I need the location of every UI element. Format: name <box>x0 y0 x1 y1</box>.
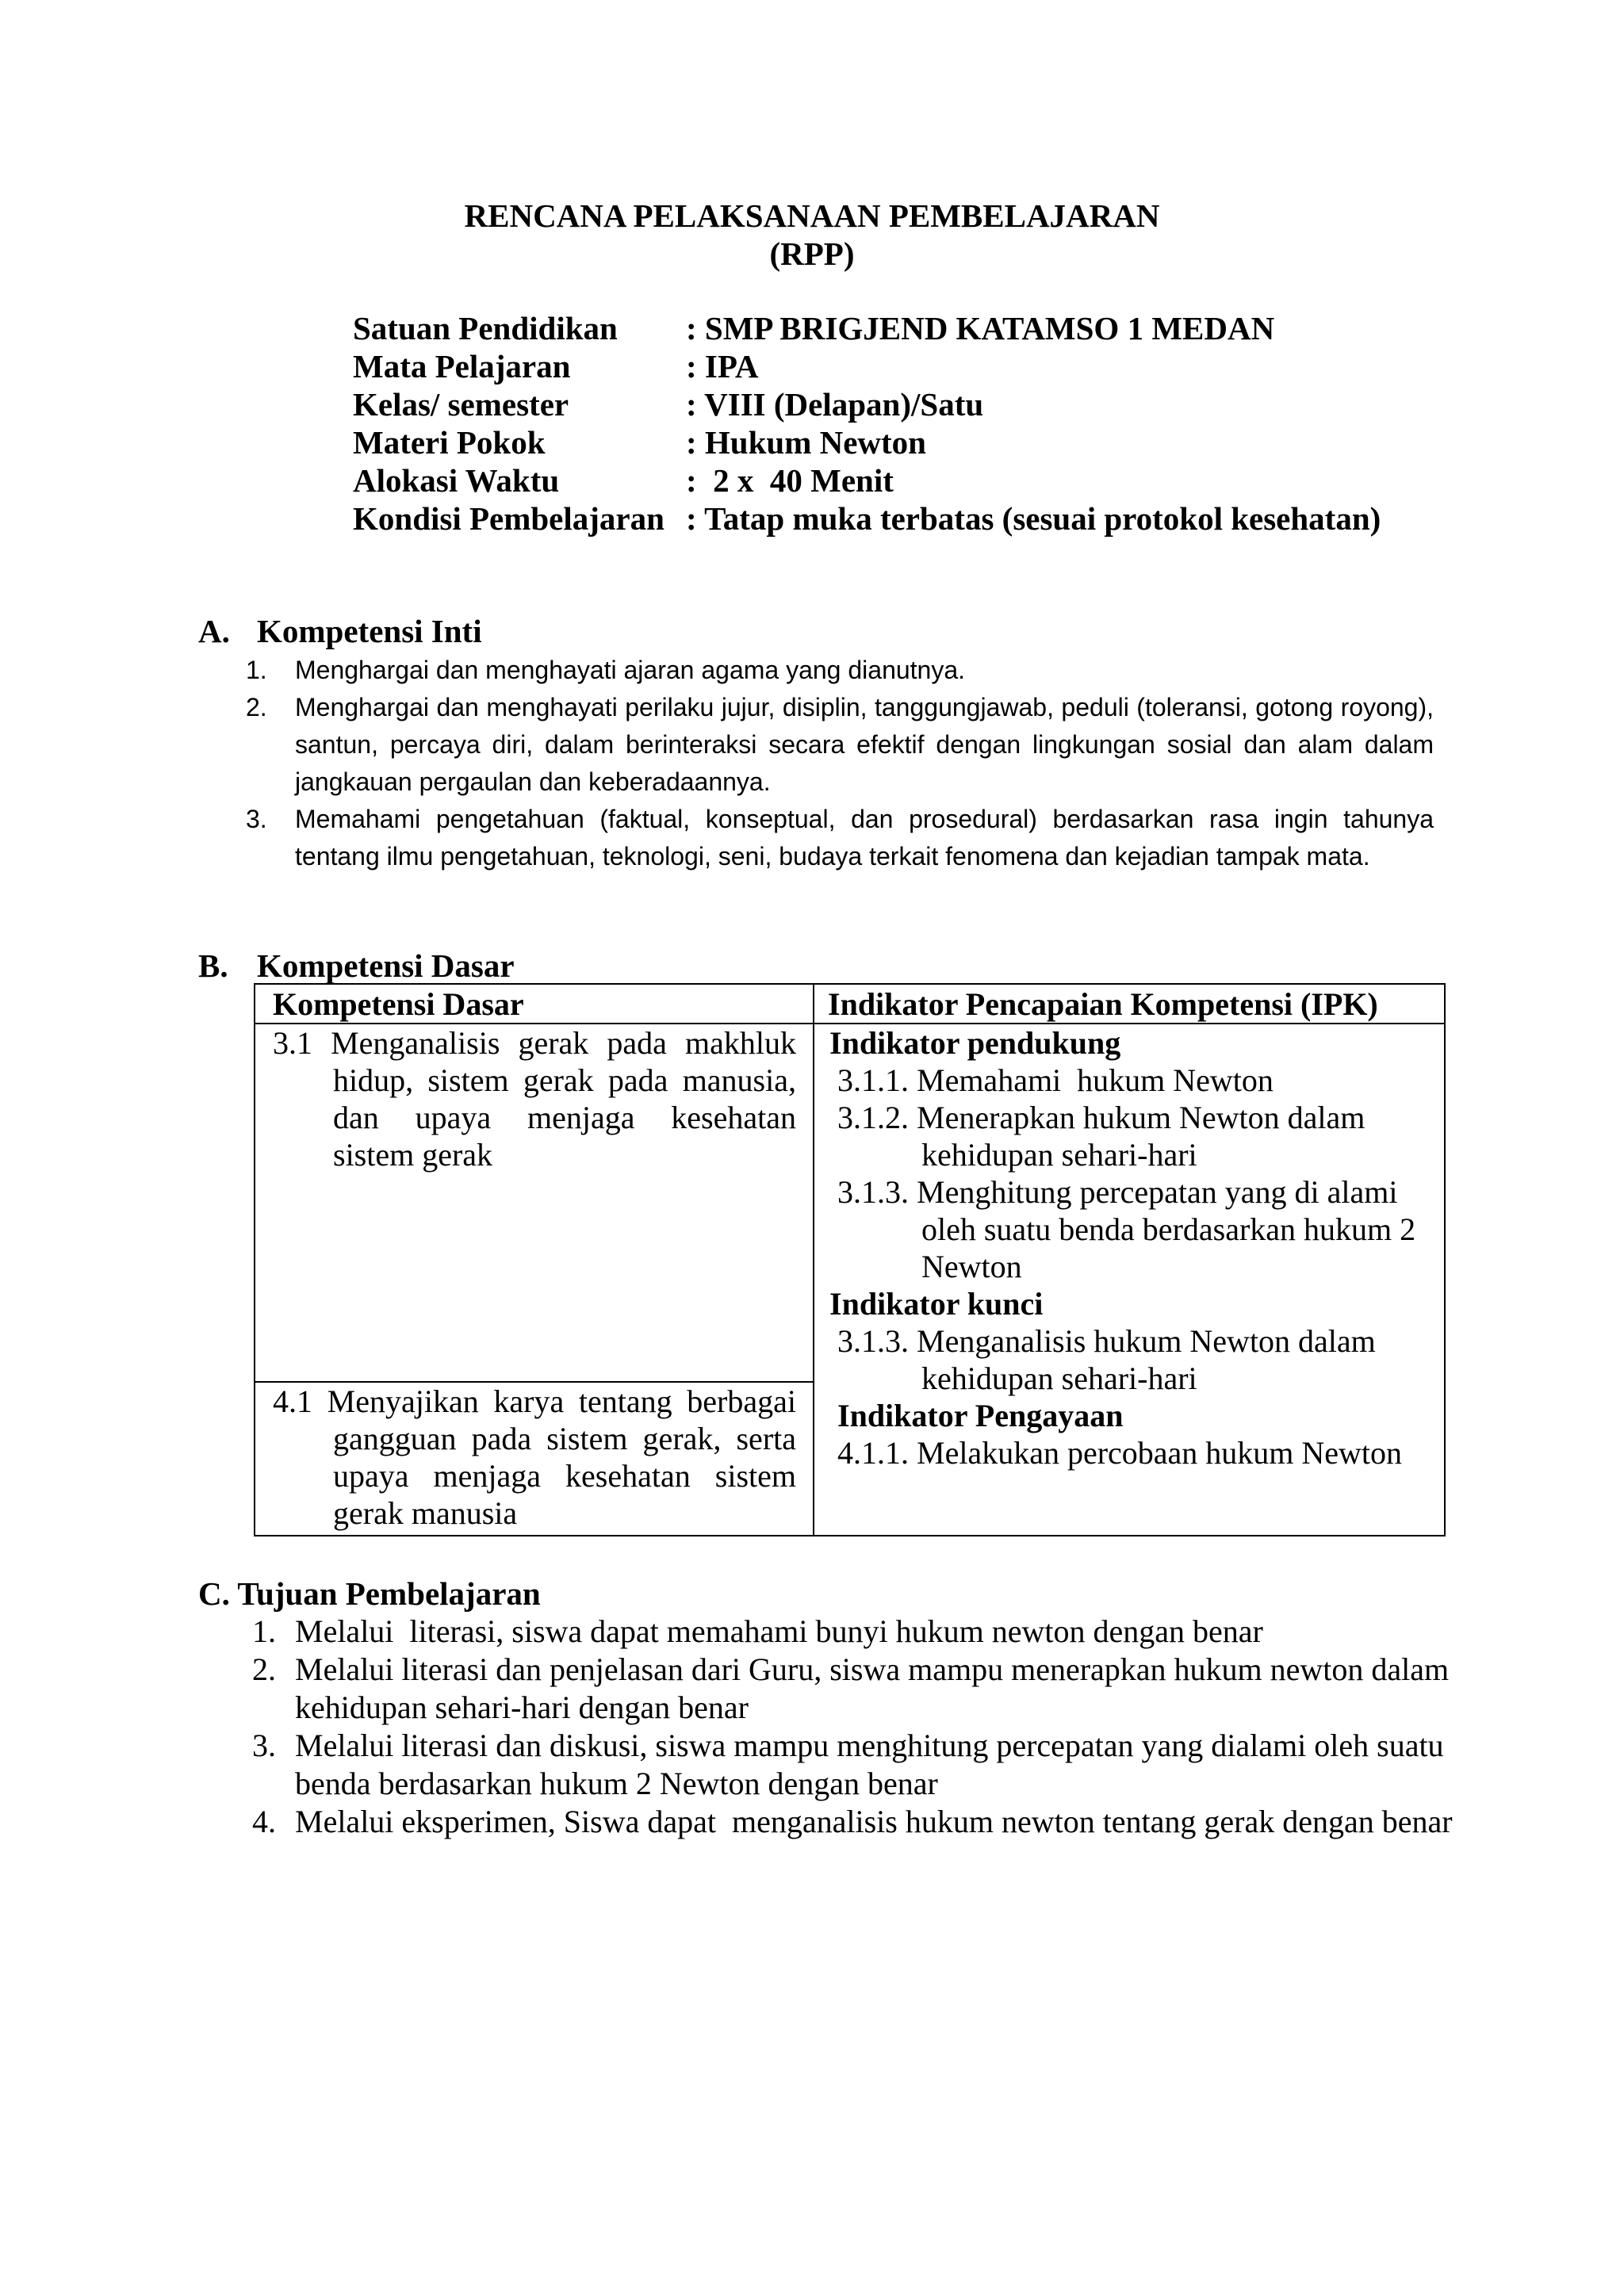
list-number: 3. <box>252 1728 276 1763</box>
kd-word: Menganalisis <box>331 1025 500 1061</box>
identity-label: Materi Pokok <box>353 424 546 461</box>
indicator-number: 3.1.3. <box>837 1323 909 1359</box>
identity-label: Alokasi Waktu <box>353 462 560 499</box>
indicator-item <box>829 1062 1440 1099</box>
list-number: 3. <box>246 805 267 833</box>
kd-cell <box>273 1383 796 1532</box>
indicator-continuation: oleh suatu benda berdasarkan hukum 2 Newton <box>921 1211 1416 1284</box>
section-b-heading <box>198 947 515 985</box>
indicator-text: Menghitung percepatan yang di alami <box>917 1174 1398 1210</box>
column-header-kd: Kompetensi Dasar <box>273 986 524 1022</box>
identity-value: : 2 x 40 Menit <box>686 462 894 499</box>
indicator-number: 3.1.3. <box>837 1174 909 1210</box>
identity-row <box>353 309 1381 347</box>
kd-word: makhluk <box>684 1025 796 1061</box>
identity-label: Kondisi Pembelajaran <box>353 500 665 537</box>
indicator-continuation: kehidupan sehari-hari <box>921 1360 1197 1396</box>
identity-row <box>353 385 1381 423</box>
kd-word: tentang <box>578 1383 672 1419</box>
ipk-cell <box>829 1024 1440 1471</box>
kd-cell <box>273 1024 796 1173</box>
identity-row <box>353 347 1381 385</box>
identity-value: : IPA <box>686 348 759 385</box>
indicator-number: 4.1.1. <box>837 1435 909 1471</box>
list-number: 1. <box>246 656 267 684</box>
indicator-item <box>829 1099 1440 1173</box>
list-item <box>238 801 1434 875</box>
list-text: Melalui literasi dan diskusi, siswa mampu menghitung percepatan yang dialami oleh suatu benda berdasarkan hukum 2 Newton dengan benar <box>295 1728 1444 1801</box>
list-text: Melalui eksperimen, Siswa dapat menganalisis hukum newton tentang gerak dengan benar <box>295 1804 1453 1839</box>
kd-text: gangguan pada sistem gerak, serta upaya menjaga kesehatan sistem gerak manusia <box>333 1421 796 1531</box>
column-divider <box>813 985 814 1535</box>
list-item <box>238 689 1434 801</box>
indicator-item <box>829 1173 1440 1285</box>
identity-value: : VIII (Delapan)/Satu <box>686 386 984 423</box>
list-item <box>252 1803 1489 1841</box>
indicator-text: Menganalisis hukum Newton dalam <box>917 1323 1376 1359</box>
indicator-item <box>829 1322 1440 1397</box>
list-item <box>238 652 1434 689</box>
list-text: Menghargai dan menghayati perilaku jujur, disiplin, tanggungjawab, peduli (toleransi, gotong royong), santun, percaya diri, dalam berinteraksi secara efektif dengan lingkungan sosial dan alam dalam jangkauan pergaulan dan keberadaannya. <box>295 693 1434 796</box>
tujuan-pembelajaran-list <box>252 1613 1489 1841</box>
list-number: 4. <box>252 1804 276 1839</box>
identity-label: Kelas/ semester <box>353 386 569 423</box>
list-item <box>252 1613 1489 1651</box>
identity-row <box>353 423 1381 461</box>
section-title: Kompetensi Dasar <box>257 947 515 984</box>
identity-row <box>353 499 1381 538</box>
kd-word: 3.1 <box>273 1025 312 1061</box>
kompetensi-inti-list <box>238 652 1434 875</box>
identity-value: : Hukum Newton <box>686 424 926 461</box>
list-number: 2. <box>252 1651 276 1687</box>
list-item <box>252 1727 1489 1803</box>
list-number: 2. <box>246 693 267 721</box>
ipk-subheading: Indikator pendukung <box>829 1025 1121 1061</box>
kd-word: 4.1 <box>273 1383 312 1419</box>
kd-text: hidup, sistem gerak pada manusia, dan upaya menjaga kesehatan sistem gerak <box>333 1062 796 1173</box>
identity-label: Mata Pelajaran <box>353 348 571 385</box>
indicator-text: Melakukan percobaan hukum Newton <box>917 1435 1403 1471</box>
kd-word: pada <box>607 1025 667 1061</box>
indicator-continuation: kehidupan sehari-hari <box>921 1137 1197 1173</box>
indicator-text: Menerapkan hukum Newton dalam <box>917 1100 1365 1135</box>
section-letter: A. <box>198 613 230 649</box>
kd-word: gerak <box>518 1025 589 1061</box>
section-a-heading <box>198 612 482 650</box>
section-c-heading: C. Tujuan Pembelajaran <box>198 1575 541 1612</box>
kd-word: Menyajikan <box>327 1383 479 1419</box>
section-letter: B. <box>198 947 228 984</box>
kd-word: berbagai <box>687 1383 796 1419</box>
list-text: Melalui literasi dan penjelasan dari Guru, siswa mampu menerapkan hukum newton dalam kehidupan sehari-hari dengan benar <box>295 1651 1450 1725</box>
ipk-subheading: Indikator Pengayaan <box>837 1398 1124 1433</box>
identity-row <box>353 461 1381 499</box>
section-title: Kompetensi Inti <box>257 613 482 649</box>
indicator-text: Memahami hukum Newton <box>917 1062 1274 1098</box>
document-subtitle: (RPP) <box>769 235 855 272</box>
list-item <box>252 1651 1489 1727</box>
indicator-number: 3.1.2. <box>837 1100 909 1135</box>
identity-value: : SMP BRIGJEND KATAMSO 1 MEDAN <box>686 310 1275 346</box>
list-text: Memahami pengetahuan (faktual, konseptual, dan prosedural) berdasarkan rasa ingin tahunya tentang ilmu pengetahuan, teknologi, seni, budaya terkait fenomena dan kejadian tampak mata. <box>295 805 1434 871</box>
ipk-subheading: Indikator kunci <box>829 1286 1044 1322</box>
document-title: RENCANA PELAKSANAAN PEMBELAJARAN <box>464 197 1160 234</box>
list-text: Menghargai dan menghayati ajaran agama yang dianutnya. <box>295 656 966 684</box>
indicator-item <box>829 1434 1440 1471</box>
identity-value: : Tatap muka terbatas (sesuai protokol kesehatan) <box>686 500 1381 537</box>
column-header-ipk: Indikator Pencapaian Kompetensi (IPK) <box>828 986 1378 1022</box>
kompetensi-dasar-table <box>254 983 1446 1536</box>
indicator-number: 3.1.1. <box>837 1062 909 1098</box>
list-text: Melalui literasi, siswa dapat memahami bunyi hukum newton dengan benar <box>295 1613 1263 1649</box>
kd-word: karya <box>493 1383 565 1419</box>
list-number: 1. <box>252 1613 276 1649</box>
identity-label: Satuan Pendidikan <box>353 310 618 346</box>
identity-block <box>353 309 1381 538</box>
